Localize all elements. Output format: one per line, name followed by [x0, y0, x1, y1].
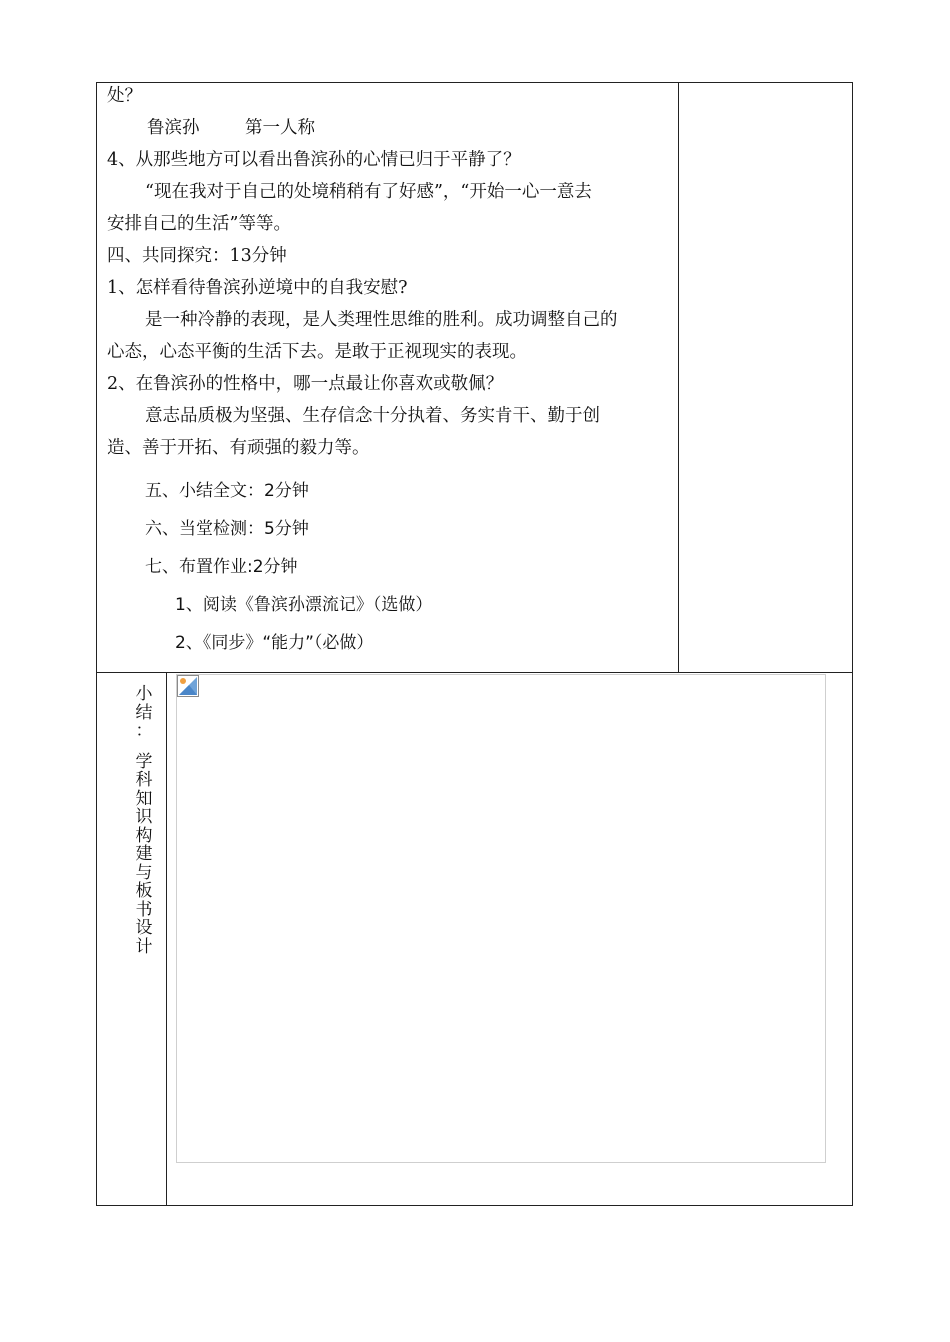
- broken-image-icon: [177, 675, 199, 697]
- side-label: [133, 685, 155, 956]
- text-line: 鲁滨孙: [147, 118, 200, 138]
- column-divider: [166, 673, 167, 1205]
- answer-text: 安排自己的生活”等等。: [107, 214, 291, 234]
- lesson-content-table: [96, 82, 853, 673]
- side-label-char: 构: [135, 825, 153, 846]
- board-design-image-frame: [176, 674, 826, 1163]
- side-label-char: 与: [135, 862, 153, 883]
- side-label-char: 小: [135, 684, 153, 704]
- homework-item: 1、阅读《鲁滨孙漂流记》（选做）: [175, 595, 433, 615]
- spacer: [133, 741, 155, 753]
- side-label-char: 计: [135, 936, 153, 957]
- column-divider: [678, 83, 679, 672]
- section-heading: 四、共同探究：13分钟: [107, 246, 287, 266]
- side-label-char: 学: [135, 751, 153, 772]
- side-label-char: 结: [135, 702, 153, 723]
- summary-table: [96, 672, 853, 1206]
- text-line: 处？: [107, 86, 142, 106]
- answer-text: 是一种冷静的表现，是人类理性思维的胜利。成功调整自己的: [145, 310, 618, 330]
- side-label-char: 书: [135, 899, 153, 920]
- section-heading: 五、小结全文：2分钟: [145, 481, 309, 501]
- side-label-char: 建: [135, 844, 153, 864]
- question-1: 1、怎样看待鲁滨孙逆境中的自我安慰?: [107, 278, 408, 298]
- answer-text: 意志品质极为坚强、生存信念十分执着、务实肯干、勤于创: [145, 406, 600, 426]
- side-label-char: 板: [135, 881, 153, 901]
- side-label-char: 设: [135, 918, 153, 938]
- side-label-char: 科: [135, 770, 153, 790]
- question-2: 2、在鲁滨孙的性格中，哪一点最让你喜欢或敬佩？: [107, 374, 504, 394]
- answer-text: 心态，心态平衡的生活下去。是敢于正视现实的表现。: [107, 342, 527, 362]
- question-4: 4、从那些地方可以看出鲁滨孙的心情已归于平静了？: [107, 150, 521, 170]
- section-heading: 七、布置作业:2分钟: [145, 557, 298, 577]
- side-label-char: 识: [135, 807, 153, 827]
- side-label-char: 知: [135, 788, 153, 809]
- side-label-char: ：: [135, 721, 153, 741]
- text-line: 第一人称: [245, 118, 315, 138]
- homework-item: 2、《同步》“能力”（必做）: [175, 633, 374, 653]
- answer-text: “现在我对于自己的处境稍稍有了好感”，“开始一心一意去: [145, 182, 592, 202]
- section-heading: 六、当堂检测：5分钟: [145, 519, 309, 539]
- answer-text: 造、善于开拓、有顽强的毅力等。: [107, 438, 370, 458]
